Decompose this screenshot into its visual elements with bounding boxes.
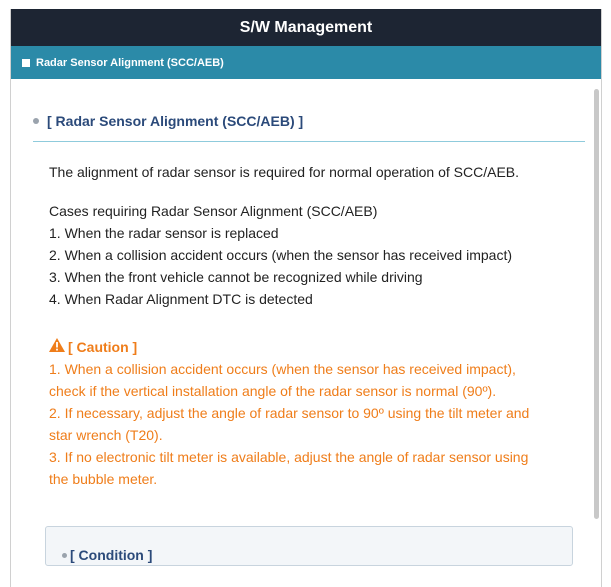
caution-title: [ Caution ]: [68, 339, 138, 355]
list-item: 2. When a collision accident occurs (when the sensor has received impact): [49, 247, 512, 263]
caution-line: the bubble meter.: [49, 471, 158, 487]
subheader-bar: [11, 46, 601, 79]
subheader-label: Radar Sensor Alignment (SCC/AEB): [36, 56, 224, 69]
main-content[interactable]: [11, 113, 601, 566]
circle-bullet-icon: [33, 118, 39, 124]
section-heading: [33, 113, 585, 129]
window-titlebar: [11, 9, 601, 46]
app-window: [10, 9, 602, 587]
list-item: 1. When the radar sensor is replaced: [49, 225, 279, 241]
caution-line: star wrench (T20).: [49, 427, 163, 443]
condition-title: [ Condition ]: [70, 547, 153, 563]
square-bullet-icon: [22, 59, 30, 67]
window-title: S/W Management: [239, 18, 373, 36]
caution-line: check if the vertical installation angle of the radar sensor is normal (90º).: [49, 383, 497, 399]
caution-line: 3. If no electronic tilt meter is available, adjust the angle of radar sensor using: [49, 449, 529, 465]
caution-line: 1. When a collision accident occurs (when the sensor has received impact),: [49, 361, 516, 377]
caution-line: 2. If necessary, adjust the angle of radar sensor to 90º using the tilt meter and: [49, 405, 530, 421]
condition-panel: [45, 526, 573, 566]
cases-title: Cases requiring Radar Sensor Alignment (SCC/AEB): [49, 203, 378, 219]
intro-paragraph: The alignment of radar sensor is required for normal operation of SCC/AEB.: [49, 164, 520, 180]
heading-divider: [33, 141, 585, 142]
cases-list: [33, 200, 585, 310]
vertical-scrollbar[interactable]: [594, 89, 599, 519]
section-heading-text: [ Radar Sensor Alignment (SCC/AEB) ]: [47, 113, 304, 129]
list-item: 3. When the front vehicle cannot be recognized while driving: [49, 269, 423, 285]
warning-triangle-icon: [49, 336, 65, 358]
caution-block: [33, 336, 585, 490]
caution-heading: [49, 336, 585, 358]
list-item: 4. When Radar Alignment DTC is detected: [49, 291, 313, 307]
circle-bullet-icon: [62, 553, 67, 558]
